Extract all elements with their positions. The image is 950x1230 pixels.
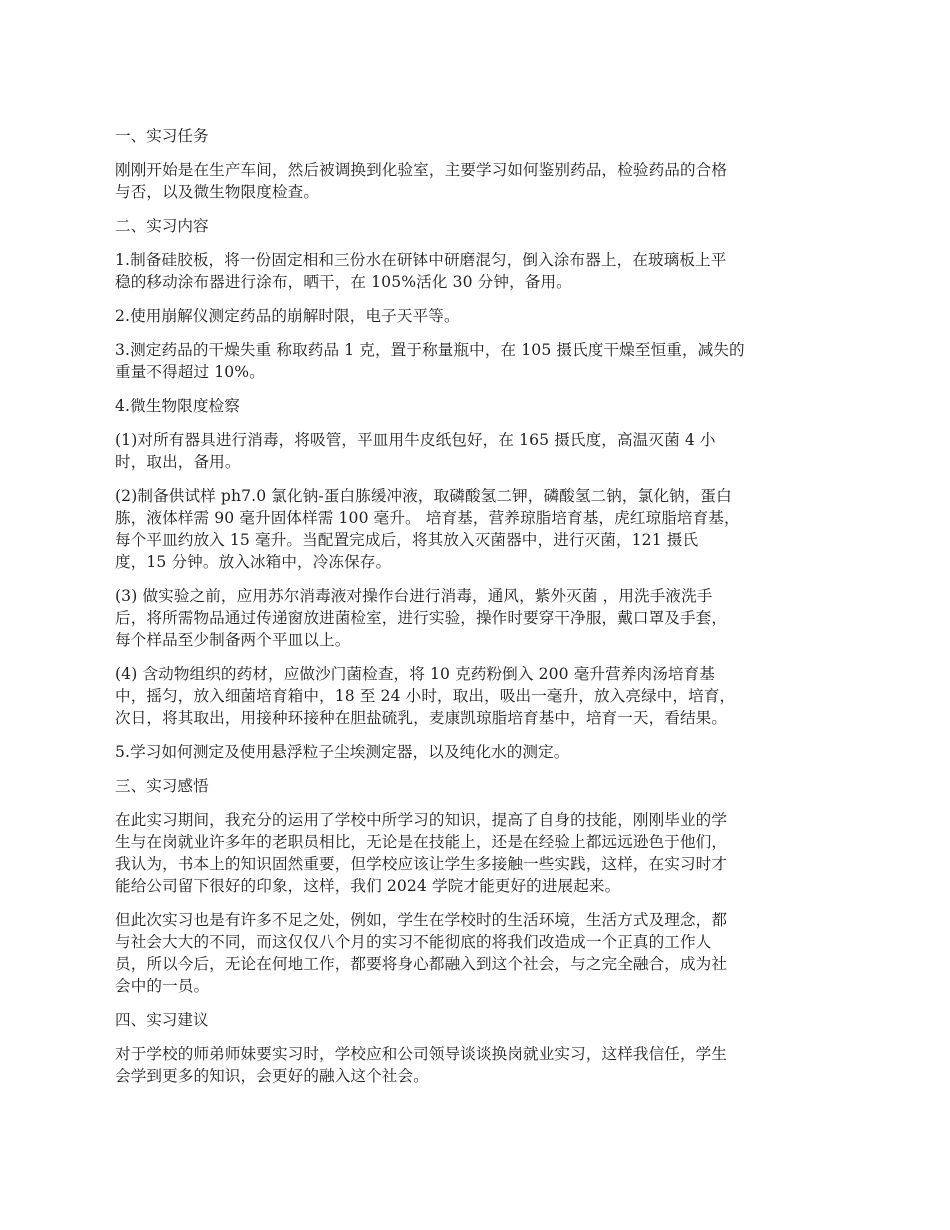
paragraph-subitem-4: (4) 含动物组织的药材，应做沙门菌检查，将 10 克药粉倒入 200 毫升营养肉汤培育基 中，摇匀，放入细菌培育箱中，18 至 24 小时，取出，吸出一毫升，放入亮绿中，培育， 次日，将其取出，用接种环接种在胆盐硫乳，麦康凯琼脂培育基中，培育一天，看结果。: [115, 665, 736, 727]
paragraph-reflection-2: 但此次实习也是有许多不足之处，例如，学生在学校时的生活环境，生活方式及理念，都 与社会大大的不同，而这仅仅八个月的实习不能彻底的将我们改造成一个正真的工作人 员，所以今后，无论在何地工作，都要将身心都融入到这个社会，与之完全融合，成为社 会中的一员。: [115, 911, 728, 995]
paragraph-subitem-3: (3) 做实验之前，应用苏尔消毒液对操作台进行消毒，通风，紫外灭菌 ，用洗手液洗手 后，将所需物品通过传递窗放进菌检室，进行实验，操作时要穿干净服，戴口罩及手套， 每个样品至少制备两个平皿以上。: [115, 587, 728, 649]
section-heading-reflection: 三、实习感悟: [115, 777, 209, 795]
paragraph-subitem-1: (1)对所有器具进行消毒，将吸管，平皿用牛皮纸包好，在 165 摄氏度，高温灭菌 4 小 时，取出，备用。: [115, 431, 716, 471]
paragraph-item-1: 1.制备硅胶板，将一份固定相和三份水在研钵中研磨混匀，倒入涂布器上，在玻璃板上平 稳的移动涂布器进行涂布，晒干，在 105%活化 30 分钟，备用。: [115, 251, 727, 291]
paragraph-item-2: 2.使用崩解仪测定药品的崩解时限，电子天平等。: [115, 307, 460, 325]
paragraph-item-4: 4.微生物限度检察: [115, 397, 240, 415]
section-heading-content: 二、实习内容: [115, 217, 209, 235]
paragraph-item-3: 3.测定药品的干燥失重 称取药品 1 克，置于称量瓶中，在 105 摄氏度干燥至恒重，减失的 重量不得超过 10%。: [115, 341, 745, 381]
paragraph-suggestion: 对于学校的师弟师妹要实习时，学校应和公司领导谈谈换岗就业实习，这样我信任，学生 会学到更多的知识，会更好的融入这个社会。: [115, 1045, 728, 1085]
paragraph-subitem-2: (2)制备供试样 ph7.0 氯化钠-蛋白胨缓冲液，取磷酸氢二钾，磷酸氢二钠，氯化钠，蛋白 胨，液体样需 90 毫升固体样需 100 毫升。 培育基，营养琼脂培育基，虎红琼脂培育基， 每个平皿约放入 15 毫升。当配置完成后，将其放入灭菌器中，进行灭菌，121 摄氏 度，15 分钟。放入冰箱中，冷冻保存。: [115, 487, 740, 571]
paragraph-task: 刚刚开始是在生产车间，然后被调换到化验室，主要学习如何鉴别药品，检验药品的合格 与否，以及微生物限度检查。: [115, 161, 728, 201]
paragraph-reflection-1: 在此实习期间，我充分的运用了学校中所学习的知识，提高了自身的技能，刚刚毕业的学 生与在岗就业许多年的老职员相比，无论是在技能上，还是在经验上都远远逊色于他们， 我认为，书本上的知识固然重要，但学校应该让学生多接触一些实践，这样，在实习时才 能给公司留下很好的印象，这样，我们 2024 学院才能更好的进展起来。: [115, 811, 728, 895]
section-heading-suggestion: 四、实习建议: [115, 1011, 209, 1029]
paragraph-item-5: 5.学习如何测定及使用悬浮粒子尘埃测定器，以及纯化水的测定。: [115, 743, 570, 761]
section-heading-task: 一、实习任务: [115, 127, 209, 145]
